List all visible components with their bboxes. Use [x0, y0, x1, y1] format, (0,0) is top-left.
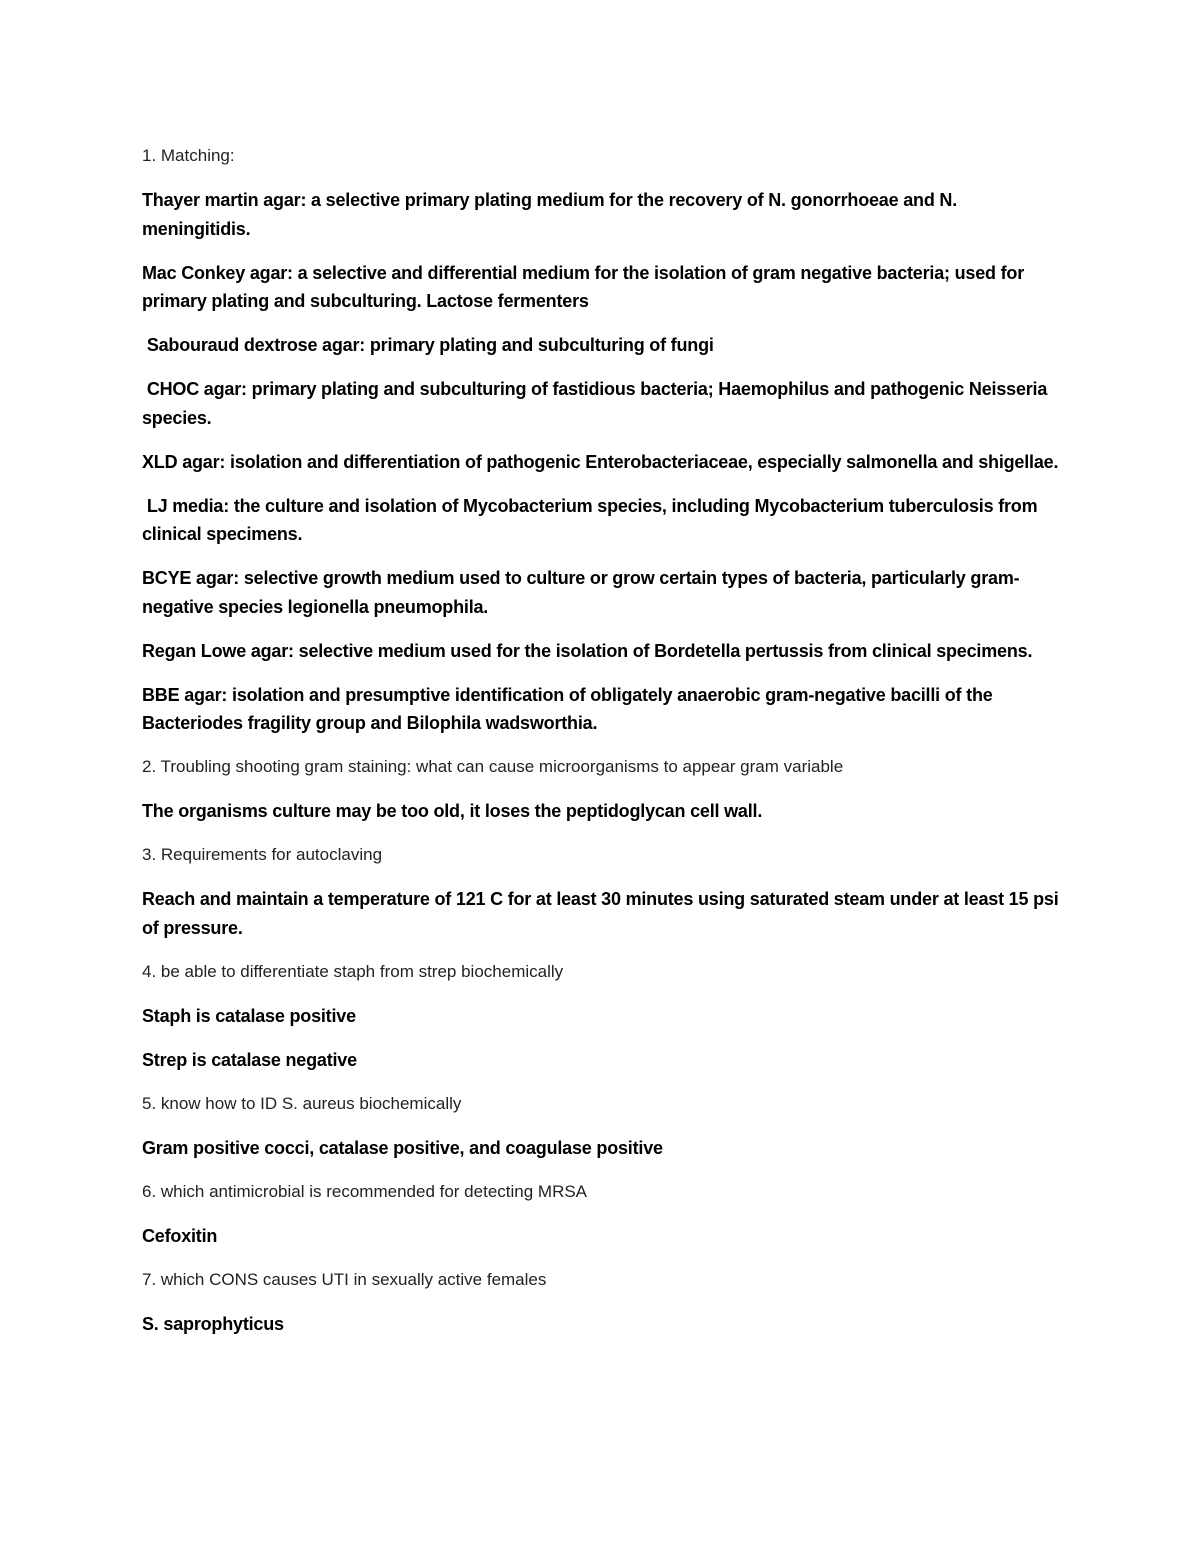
question-7-text: 7. which CONS causes UTI in sexually active females	[142, 1269, 547, 1289]
answer-6: Cefoxitin	[142, 1225, 218, 1246]
answer-5: Gram positive cocci, catalase positive, and coagulase positive	[142, 1137, 663, 1158]
answer-mac-conkey: Mac Conkey agar: a selective and differential medium for the isolation of gram negative bacteria; used for primary plating and subculturing. Lactose fermenters	[142, 262, 1029, 311]
answer-thayer-martin: Thayer martin agar: a selective primary plating medium for the recovery of N. gonorrhoeae and N. meningitidis.	[142, 190, 962, 239]
question-6-text: 6. which antimicrobial is recommended for detecting MRSA	[142, 1181, 588, 1201]
answer-choc: CHOC agar: primary plating and subculturing of fastidious bacteria; Haemophilus and pathogenic Neisseria species.	[142, 379, 1052, 428]
answer-2: The organisms culture may be too old, it loses the peptidoglycan cell wall.	[142, 801, 763, 821]
question-2-text: 2. Troubling shooting gram staining: what can cause microorganisms to appear gram variable	[142, 757, 844, 776]
answer-4-staph: Staph is catalase positive	[142, 1005, 356, 1026]
question-5-text: 5. know how to ID S. aureus biochemically	[142, 1093, 462, 1113]
answer-sabouraud: Sabouraud dextrose agar: primary plating and subculturing of fungi	[142, 335, 714, 355]
answer-7: S. saprophyticus	[142, 1313, 284, 1334]
question-1-text: 1. Matching:	[142, 146, 235, 165]
answer-xld: XLD agar: isolation and differentiation of pathogenic Enterobacteriaceae, especially salmonella and shigellae.	[142, 451, 1059, 472]
answer-4-strep: Strep is catalase negative	[142, 1049, 357, 1070]
question-3-text: 3. Requirements for autoclaving	[142, 845, 383, 864]
answer-bbe: BBE agar: isolation and presumptive identification of obligately anaerobic gram-negative bacilli of the Bacteriodes fragility group and Bilophila wadsworthia.	[142, 684, 998, 733]
answer-lj-media: LJ media: the culture and isolation of Mycobacterium species, including Mycobacterium tuberculosis from clinical specimens.	[142, 495, 1043, 544]
answer-3: Reach and maintain a temperature of 121 C for at least 30 minutes using saturated steam under at least 15 psi of pressure.	[142, 889, 1064, 938]
question-4-text: 4. be able to differentiate staph from strep biochemically	[142, 961, 564, 981]
answer-regan-lowe: Regan Lowe agar: selective medium used for the isolation of Bordetella pertussis from clinical specimens.	[142, 640, 1033, 661]
answer-bcye: BCYE agar: selective growth medium used to culture or grow certain types of bacteria, particularly gram-negative species legionella pneumophila.	[142, 568, 1020, 617]
